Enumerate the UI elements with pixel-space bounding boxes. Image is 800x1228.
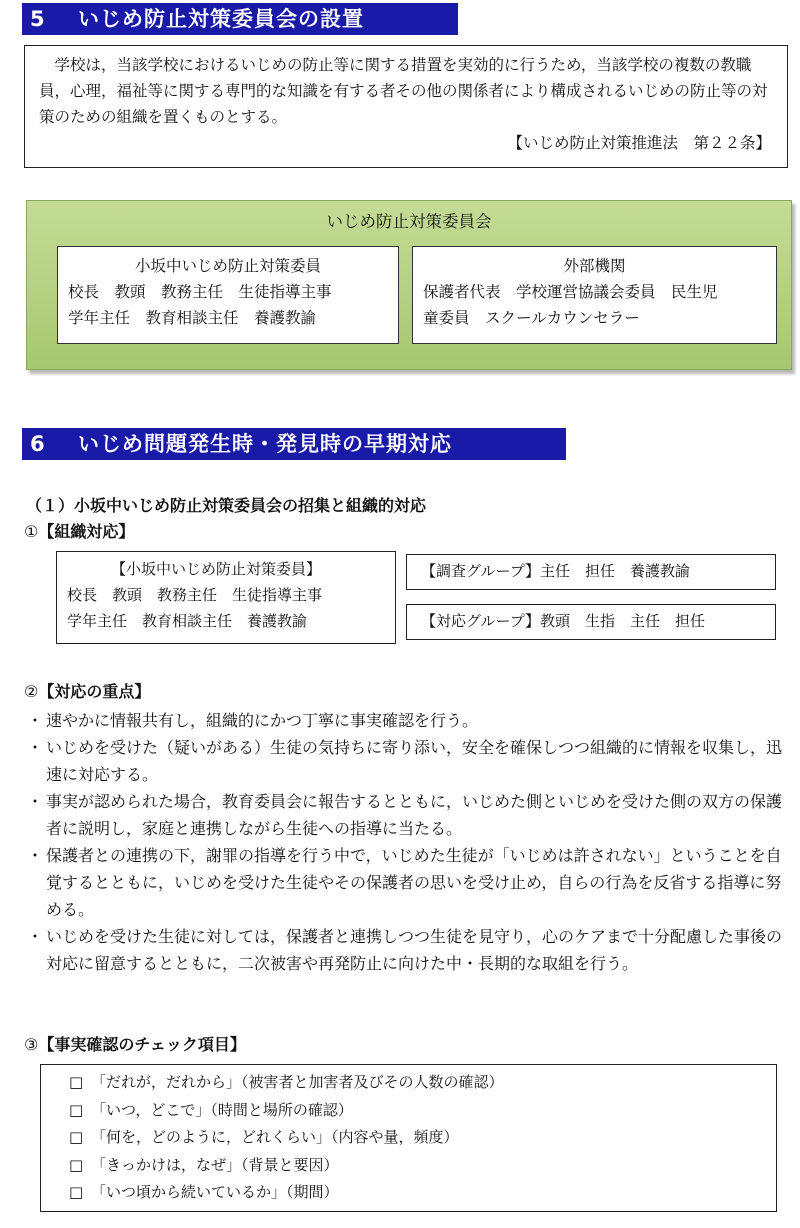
members-box — [56, 551, 396, 644]
item-3-label: 【事実確認のチェック項目】 — [38, 1035, 246, 1054]
item-2-heading — [24, 681, 150, 703]
section-6-heading — [22, 428, 566, 460]
section-5-title: いじめ防止対策委員会の設置 — [78, 7, 364, 31]
checkbox-icon: □ — [69, 1183, 84, 1201]
bullet-mark: ・ — [26, 792, 43, 811]
section-6-number: 6 — [30, 432, 46, 456]
section-5-heading — [22, 3, 458, 35]
investigation-group-box: 【調査グループ】主任 担任 養護教諭 — [406, 554, 776, 590]
bullet-mark: ・ — [26, 927, 43, 946]
bullet-mark: ・ — [26, 711, 43, 730]
checkbox-icon: □ — [69, 1100, 84, 1119]
law-quote-box — [24, 45, 788, 168]
checkbox-icon: □ — [69, 1073, 84, 1091]
external-members-box — [412, 246, 777, 344]
list-item: ・ 保護者との連携の下，謝罪の指導を行う中で，いじめた生徒が「いじめは許されない」ということを自覚するとともに，いじめを受けた生徒やその保護者の思いを受け止め，自らの行為を反省する指導に努める。 — [24, 842, 794, 923]
item-3-marker: ③ — [24, 1035, 39, 1054]
internal-members-box — [57, 246, 399, 344]
section-6-title: いじめ問題発生時・発見時の早期対応 — [78, 432, 452, 456]
members-box-line-1: 校長 教頭 教務主任 生徒指導主事 — [67, 586, 323, 604]
committee-title: いじめ防止対策委員会 — [326, 212, 492, 231]
list-item: ・ いじめを受けた（疑いがある）生徒の気持ちに寄り添い，安全を確保しつつ組織的に情報を収集し，迅速に対応する。 — [24, 734, 794, 788]
internal-members-line-1: 校長 教頭 教務主任 生徒指導主事 — [68, 283, 332, 301]
item-1-heading — [24, 521, 134, 543]
item-1-label: 【組織対応】 — [38, 522, 135, 541]
item-2-marker: ② — [24, 682, 39, 701]
law-source: 【いじめ防止対策推進法 第２２条】 — [507, 134, 771, 152]
item-1-marker: ① — [24, 522, 39, 541]
committee-diagram — [26, 200, 792, 370]
external-members-heading: 外部機関 — [563, 257, 626, 275]
fact-check-box — [40, 1064, 777, 1212]
members-box-line-2: 学年主任 教育相談主任 養護教諭 — [67, 612, 308, 630]
check-item: □ 「いつ，どこで」（時間と場所の確認） — [69, 1097, 776, 1125]
list-item: ・ 事実が認められた場合，教育委員会に報告するとともに，いじめた側といじめを受けた側の双方の保護者に説明し，家庭と連携しながら生徒への指導に当たる。 — [24, 788, 794, 842]
response-group-box: 【対応グループ】教頭 生指 主任 担任 — [406, 604, 776, 640]
checkbox-icon: □ — [69, 1155, 84, 1174]
check-item: □ 「だれが，だれから」（被害者と加害者及びその人数の確認） — [69, 1069, 776, 1097]
checkbox-icon: □ — [69, 1128, 84, 1146]
bullet-mark: ・ — [26, 846, 43, 865]
item-3-heading — [24, 1034, 246, 1056]
list-item: ・ いじめを受けた生徒に対しては，保護者と連携しつつ生徒を見守り，心のケアまで十分配慮した事後の対応に留意するとともに，二次被害や再発防止に向けた中・長期的な取組を行う。 — [24, 923, 794, 977]
internal-members-heading: 小坂中いじめ防止対策委員 — [134, 257, 321, 275]
list-item: ・ 速やかに情報共有し，組織的にかつ丁寧に事実確認を行う。 — [24, 707, 794, 734]
response-points-list — [24, 707, 794, 977]
external-members-line-2: 童委員 スクールカウンセラー — [423, 309, 640, 327]
check-item: □ 「きっかけは，なぜ」（背景と要因） — [69, 1152, 776, 1180]
members-box-heading: 【小坂中いじめ防止対策委員】 — [111, 560, 322, 578]
internal-members-line-2: 学年主任 教育相談主任 養護教諭 — [68, 309, 317, 327]
subsection-1-heading: （１）小坂中いじめ防止対策委員会の招集と組織的対応 — [26, 496, 427, 515]
check-item: □ 「いつ頃から続いているか」（期間） — [69, 1179, 776, 1207]
bullet-mark: ・ — [26, 738, 43, 757]
section-5-number: 5 — [30, 7, 46, 31]
law-text: 学校は，当該学校におけるいじめの防止等に関する措置を実効的に行うため，当該学校の複数の教職員，心理，福祉等に関する専門的な知識を有する者その他の関係者により構成されるいじめの防止等の対策のための組織を置くものとする。 — [39, 56, 768, 126]
check-item: □ 「何を，どのように，どれくらい」（内容や量，頻度） — [69, 1124, 776, 1152]
external-members-line-1: 保護者代表 学校運営協議会委員 民生児 — [423, 283, 718, 301]
item-2-label: 【対応の重点】 — [38, 682, 151, 701]
